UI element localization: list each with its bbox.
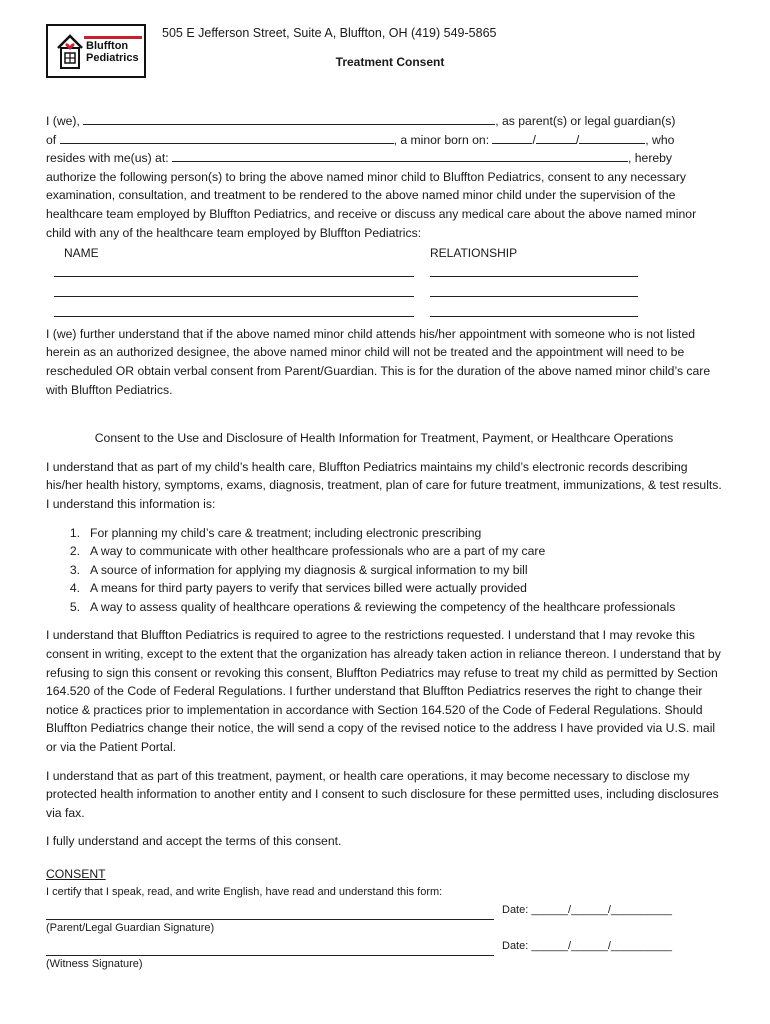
restrictions-paragraph: I understand that Bluffton Pediatrics is required to agree to the restrictions requested. I understand that I may revoke this consent in writing, except to the extent that the organization has already taken action in reliance thereon. I understand that by refusing to sign this consent or revoking this consent, Bluffton Pediatrics may refuse to treat my child as permitted by Section 164.520 of the Code of Federal Regulations. I further understand that Bluffton Pediatrics reserves the right to change their notice & practices prior to implementation in accordance with Section 164.520 of the Code of Federal Regulations. Should Bluffton Pediatrics change their notice, the will send a copy of the revised notice to the address I have provided via U.S. mail or via the Patient Portal. bbox=[46, 628, 721, 755]
designee-relationship-field[interactable] bbox=[430, 296, 638, 297]
intro-who: , who bbox=[645, 132, 675, 147]
logo-line1: Bluffton bbox=[86, 40, 129, 52]
records-paragraph: I understand that as part of my child’s health care, Bluffton Pediatrics maintains my child’s electronic records describing his/her health history, symptoms, exams, diagnosis, treatment, plan of care for future treatment, immunizations, & test results. I understand this information is: bbox=[46, 459, 722, 511]
designee-name-field[interactable] bbox=[54, 276, 414, 277]
parent-name-field[interactable] bbox=[83, 112, 495, 125]
section-title: Consent to the Use and Disclosure of Health Information for Treatment, Payment, or Healthcare Operations bbox=[94, 431, 674, 446]
logo-accent-bar bbox=[84, 36, 142, 39]
clinic-address: 505 E Jefferson Street, Suite A, Bluffton, OH (419) 549-5865 bbox=[162, 26, 497, 40]
list-text: A way to communicate with other healthcare professionals who are a part of my care bbox=[90, 544, 546, 559]
list-item bbox=[46, 542, 722, 561]
designee-row bbox=[46, 303, 722, 323]
list-text: A way to assess quality of healthcare operations & reviewing the competency of the healthcare professionals bbox=[90, 599, 676, 614]
intro-body: authorize the following person(s) to bring the above named minor child to Bluffton Pediatrics, consent to any necessary examination, consultation, and treatment to be rendered to the above named minor child under the supervision of the healthcare team employed by Bluffton Pediatrics, and receive or discuss any medical care about the above named minor child with any of the healthcare team employed by Bluffton Pediatrics: bbox=[46, 169, 697, 240]
parent-signature-row bbox=[46, 900, 722, 920]
intro-line-2: of , a minor born on: / / , who bbox=[46, 132, 675, 147]
list-text: For planning my child’s care & treatment; including electronic prescribing bbox=[90, 525, 482, 540]
birth-year-field[interactable] bbox=[579, 131, 645, 144]
witness-signature-label: (Witness Signature) bbox=[46, 957, 143, 970]
list-number: 3. bbox=[69, 562, 80, 577]
intro-as-parent: , as parent(s) or legal guardian(s) bbox=[495, 114, 676, 128]
accept-paragraph: I fully understand and accept the terms of this consent. bbox=[46, 834, 342, 849]
designee-name-field[interactable] bbox=[54, 296, 414, 297]
designee-row bbox=[46, 263, 722, 283]
witness-signature-field[interactable] bbox=[46, 942, 494, 956]
designee-relationship-field[interactable] bbox=[430, 276, 638, 277]
intro-hereby: , hereby bbox=[627, 151, 673, 166]
list-number: 5. bbox=[69, 599, 80, 614]
col-name: NAME bbox=[64, 246, 99, 261]
list-item bbox=[46, 561, 722, 580]
designee-name-field[interactable] bbox=[54, 316, 414, 317]
form-body bbox=[46, 112, 722, 972]
designee-table-header bbox=[46, 244, 722, 263]
intro-of: of bbox=[46, 132, 57, 147]
parent-signature-label: (Parent/Legal Guardian Signature) bbox=[46, 921, 215, 934]
child-name-field[interactable] bbox=[60, 131, 394, 144]
col-relationship: RELATIONSHIP bbox=[430, 246, 518, 261]
info-use-list bbox=[46, 524, 722, 617]
birth-day-field[interactable] bbox=[536, 131, 576, 144]
parent-signature-field[interactable] bbox=[46, 906, 494, 920]
intro-minor-born: , a minor born on: bbox=[393, 132, 490, 147]
designee-relationship-field[interactable] bbox=[430, 316, 638, 317]
list-item bbox=[46, 598, 722, 617]
disclose-paragraph: I understand that as part of this treatment, payment, or health care operations, it may become necessary to disclose my protected health information to another entity and I consent to such disclosure for these permitted uses, including disclosures via fax. bbox=[46, 768, 719, 820]
address-field[interactable] bbox=[172, 149, 628, 162]
designee-table bbox=[46, 244, 722, 323]
intro-i-we: I (we), bbox=[46, 114, 80, 128]
page-title-text: Treatment Consent bbox=[335, 55, 445, 69]
page-title bbox=[0, 53, 770, 72]
list-item bbox=[46, 579, 722, 598]
logo-line2: Pediatrics bbox=[86, 52, 139, 64]
list-text: A source of information for applying my diagnosis & surgical information to my bill bbox=[90, 562, 528, 577]
list-text: A means for third party payers to verify that services billed were actually provided bbox=[90, 581, 527, 596]
designee-paragraph: I (we) further understand that if the above named minor child attends his/her appointment with someone who is not listed herein as an authorized designee, the above named minor child will not be treated and the appointment will need to be rescheduled OR obtain verbal consent from Parent/Guardian. This is for the duration of the above named minor child’s care with Bluffton Pediatrics. bbox=[46, 326, 711, 397]
intro-line-3 bbox=[46, 149, 722, 168]
certify-text: I certify that I speak, read, and write English, have read and understand this form: bbox=[46, 885, 443, 898]
list-number: 4. bbox=[69, 581, 80, 596]
list-number: 1. bbox=[69, 525, 80, 540]
designee-row bbox=[46, 283, 722, 303]
intro-line-1 bbox=[46, 112, 722, 131]
witness-signature-row bbox=[46, 936, 722, 956]
list-item bbox=[46, 524, 722, 543]
birth-month-field[interactable] bbox=[492, 131, 532, 144]
parent-date-field[interactable]: Date: ______/______/__________ bbox=[502, 904, 673, 916]
consent-heading: CONSENT bbox=[46, 867, 106, 881]
intro-resides: resides with me(us) at: bbox=[46, 151, 169, 166]
witness-date-field[interactable]: Date: ______/______/__________ bbox=[502, 940, 673, 952]
list-number: 2. bbox=[69, 544, 80, 559]
